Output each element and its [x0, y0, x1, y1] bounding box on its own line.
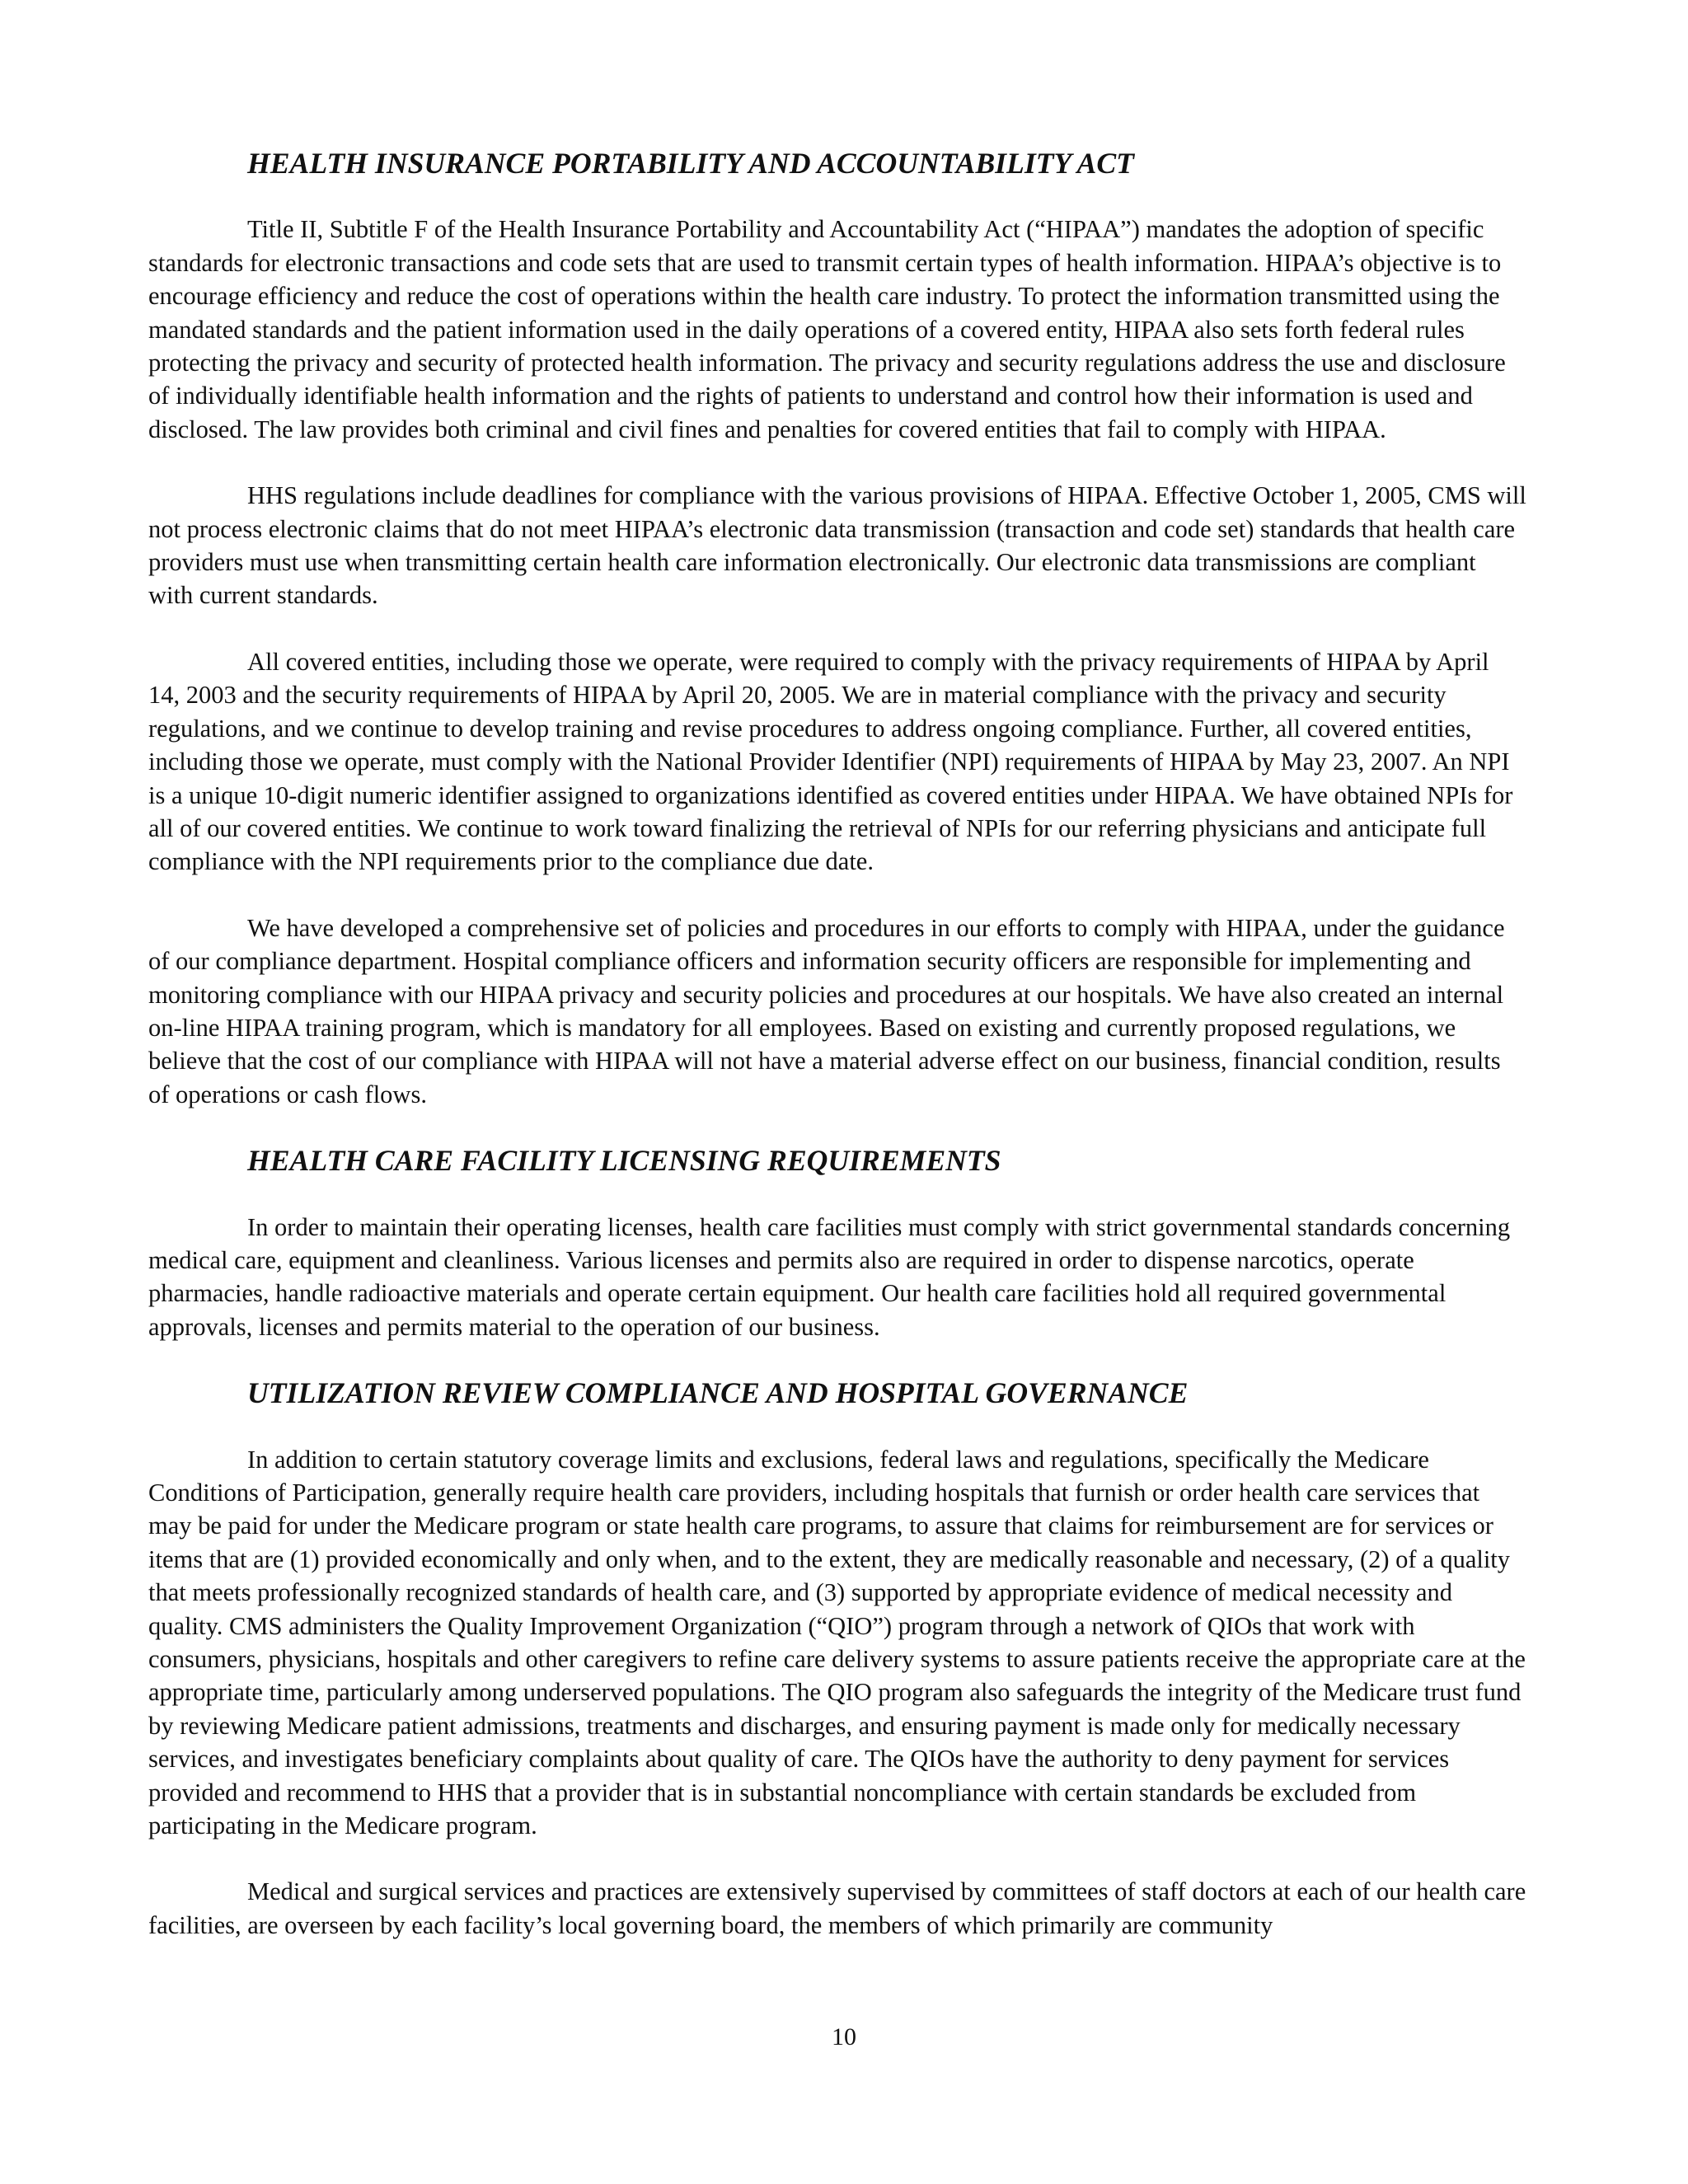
hipaa-paragraph-1: Title II, Subtitle F of the Health Insurance Portability and Accountability Act (“HIPAA”) mandates the adoption of specific standards for electronic transactions and code sets that are used to transmit certain types of health information. HIPAA’s objective is to encourage efficiency and reduce the cost of operations within the health care industry. To protect the information transmitted using the mandated standards and the patient information used in the daily operations of a covered entity, HIPAA also sets forth federal rules protecting the privacy and security of protected health information. The privacy and security regulations address the use and disclosure of individually identifiable health information and the rights of patients to understand and control how their information is used and disclosed. The law provides both criminal and civil fines and penalties for covered entities that fail to comply with HIPAA.: [148, 215, 1506, 443]
spacer: [148, 879, 1526, 912]
section-heading-utilization: UTILIZATION REVIEW COMPLIANCE AND HOSPITAL GOVERNANCE: [247, 1376, 1189, 1410]
spacer: [148, 1842, 1526, 1875]
document-page: [148, 147, 1526, 1942]
spacer: [148, 1111, 1526, 1144]
hipaa-paragraph-2: HHS regulations include deadlines for compliance with the various provisions of HIPAA. Effective October 1, 2005, CMS will not process electronic claims that do not meet HIPAA’s electronic data transmission (transaction and code set) standards that health care providers must use when transmitting certain health care information electronically. Our electronic data transmissions are compliant with current standards.: [148, 481, 1526, 610]
spacer: [148, 1410, 1526, 1443]
section-heading-hipaa: HEALTH INSURANCE PORTABILITY AND ACCOUNTABILITY ACT: [247, 147, 1134, 180]
section-heading-licensing: HEALTH CARE FACILITY LICENSING REQUIREMENTS: [247, 1144, 1001, 1178]
spacer: [148, 612, 1526, 645]
licensing-paragraph-1: In order to maintain their operating licenses, health care facilities must comply with strict governmental standards concerning medical care, equipment and cleanliness. Various licenses and permits also are required in order to dispense narcotics, operate pharmacies, handle radioactive materials and operate certain equipment. Our health care facilities hold all required governmental approvals, licenses and permits material to the operation of our business.: [148, 1212, 1511, 1341]
spacer: [148, 180, 1526, 213]
hipaa-paragraph-3: All covered entities, including those we operate, were required to comply with the privacy requirements of HIPAA by April 14, 2003 and the security requirements of HIPAA by April 20, 2005. We are in material compliance with the privacy and security regulations, and we continue to develop training and revise procedures to address ongoing compliance. Further, all covered entities, including those we operate, must comply with the National Provider Identifier (NPI) requirements of HIPAA by May 23, 2007. An NPI is a unique 10-digit numeric identifier assigned to organizations identified as covered entities under HIPAA. We have obtained NPIs for all of our covered entities. We continue to work toward finalizing the retrieval of NPIs for our referring physicians and anticipate full compliance with the NPI requirements prior to the compliance due date.: [148, 647, 1513, 876]
spacer: [148, 446, 1526, 479]
spacer: [148, 1178, 1526, 1211]
spacer: [148, 1343, 1526, 1376]
hipaa-paragraph-4: We have developed a comprehensive set of policies and procedures in our efforts to comply with HIPAA, under the guidance of our compliance department. Hospital compliance officers and information security officers are responsible for implementing and monitoring compliance with our HIPAA privacy and security policies and procedures at our hospitals. We have also created an internal on-line HIPAA training program, which is mandatory for all employees. Based on existing and currently proposed regulations, we believe that the cost of our compliance with HIPAA will not have a material adverse effect on our business, financial condition, results of operations or cash flows.: [148, 913, 1505, 1108]
utilization-paragraph-2: Medical and surgical services and practices are extensively supervised by committees of staff doctors at each of our health care facilities, are overseen by each facility’s local governing board, the members of which primarily are community: [148, 1877, 1526, 1939]
utilization-paragraph-1: In addition to certain statutory coverage limits and exclusions, federal laws and regulations, specifically the Medicare Conditions of Participation, generally require health care providers, including hospitals that furnish or order health care services that may be paid for under the Medicare program or state health care programs, to assure that claims for reimbursement are for services or items that are (1) provided economically and only when, and to the extent, they are medically reasonable and necessary, (2) of a quality that meets professionally recognized standards of health care, and (3) supported by appropriate evidence of medical necessity and quality. CMS administers the Quality Improvement Organization (“QIO”) program through a network of QIOs that work with consumers, physicians, hospitals and other caregivers to refine care delivery systems to assure patients receive the appropriate care at the appropriate time, particularly among underserved populations. The QIO program also safeguards the integrity of the Medicare trust fund by reviewing Medicare patient admissions, treatments and discharges, and ensuring payment is made only for medically necessary services, and investigates beneficiary complaints about quality of care. The QIOs have the authority to deny payment for services provided and recommend to HHS that a provider that is in substantial noncompliance with certain standards be excluded from participating in the Medicare program.: [148, 1445, 1526, 1840]
page-number: 10: [832, 2023, 856, 2050]
